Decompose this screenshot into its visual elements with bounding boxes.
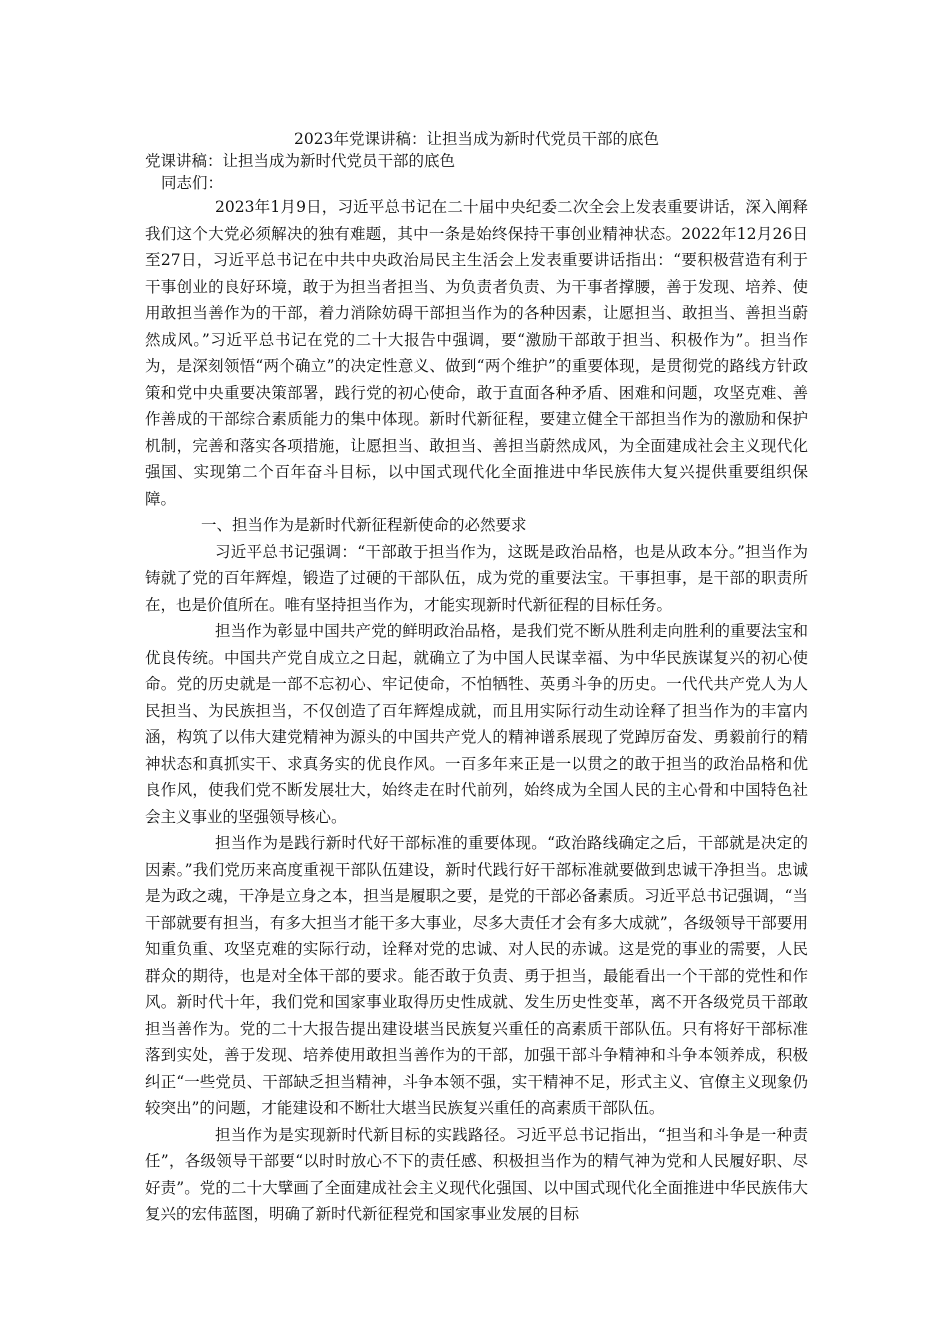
body-paragraph: 担当作为彰显中国共产党的鲜明政治品格，是我们党不断从胜利走向胜利的重要法宝和优良传统。中国共产党自成立之日起，就确立了为中国人民谋幸福、为中华民族谋复兴的初心使命。党的历史就是一部不忘初心、牢记使命，不怕牺牲、英勇斗争的历史。一代代共产党人为人民担当、为民族担当，不仅创造了百年辉煌成就，而且用实际行动生动诠释了担当作为的丰富内涵，构筑了以伟大建党精神为源头的中国共产党人的精神谱系展现了党踔厉奋发、勇毅前行的精神状态和真抓实干、求真务实的优良作风。一百多年来正是一以贯之的敢于担当的政治品格和优良作风，使我们党不断发展壮大，始终走在时代前列，始终成为全国人民的主心骨和中国特色社会主义事业的坚强领导核心。 <box>145 622 808 826</box>
body-paragraph: 担当作为是实现新时代新目标的实践路径。习近平总书记指出，“担当和斗争是一种责任”，各级领导干部要“以时时放心不下的责任感、积极担当作为的精气神为党和人民履好职、尽好责”。党的二十大擘画了全面建成社会主义现代化强国、以中国式现代化全面推进中华民族伟大复兴的宏伟蓝图，明确了新时代新征程党和国家事业发展的目标 <box>145 1125 808 1223</box>
greeting: 同志们： <box>161 174 224 192</box>
body-paragraph: 习近平总书记强调：“干部敢于担当作为，这既是政治品格，也是从政本分。”担当作为铸就了党的百年辉煌，锻造了过硬的干部队伍，成为党的重要法宝。干事担事，是干部的职责所在，也是价值所在。唯有坚持担当作为，才能实现新时代新征程的目标任务。 <box>145 542 808 614</box>
section-heading: 一、担当作为是新时代新征程新使命的必然要求 <box>201 516 527 534</box>
document-subtitle: 党课讲稿：让担当成为新时代党员干部的底色 <box>145 152 456 170</box>
document-page <box>145 128 808 1228</box>
body-paragraph: 担当作为是践行新时代好干部标准的重要体现。“政治路线确定之后，干部就是决定的因素。”我们党历来高度重视干部队伍建设，新时代践行好干部标准就要做到忠诚干净担当。忠诚是为政之魂，干净是立身之本，担当是履职之要，是党的干部必备素质。习近平总书记强调，“当干部就要有担当，有多大担当才能干多大事业，尽多大责任才会有多大成就”，各级领导干部要用知重负重、攻坚克难的实际行动，诠释对党的忠诚、对人民的赤诚。这是党的事业的需要，人民群众的期待，也是对全体干部的要求。能否敢于负责、勇于担当，最能看出一个干部的党性和作风。新时代十年，我们党和国家事业取得历史性成就、发生历史性变革，离不开各级党员干部敢担当善作为。党的二十大报告提出建设堪当民族复兴重任的高素质干部队伍。只有将好干部标准落到实处，善于发现、培养使用敢担当善作为的干部，加强干部斗争精神和斗争本领养成，积极纠正“一些党员、干部缺乏担当精神，斗争本领不强，实干精神不足，形式主义、官僚主义现象仍较突出”的问题，才能建设和不断壮大堪当民族复兴重任的高素质干部队伍。 <box>145 834 808 1117</box>
document-title: 2023年党课讲稿：让担当成为新时代党员干部的底色 <box>294 130 659 148</box>
intro-paragraph: 2023年1月9日，习近平总书记在二十届中央纪委二次全会上发表重要讲话，深入阐释我们这个大党必须解决的独有难题，其中一条是始终保持干事创业精神状态。2022年12月26日至27日，习近平总书记在中共中央政治局民主生活会上发表重要讲话指出：“要积极营造有利于干事创业的良好环境，敢于为担当者担当、为负责者负责、为干事者撑腰，善于发现、培养、使用敢担当善作为的干部，着力消除妨碍干部担当作为的各种因素，让愿担当、敢担当、善担当蔚然成风。”习近平总书记在党的二十大报告中强调，要“激励干部敢于担当、积极作为”。担当作为，是深刻领悟“两个确立”的决定性意义、做到“两个维护”的重要体现，是贯彻党的路线方针政策和党中央重要决策部署，践行党的初心使命，敢于直面各种矛盾、困难和问题，攻坚克难、善作善成的干部综合素质能力的集中体现。新时代新征程，要建立健全干部担当作为的激励和保护机制，完善和落实各项措施，让愿担当、敢担当、善担当蔚然成风，为全面建成社会主义现代化强国、实现第二个百年奋斗目标，以中国式现代化全面推进中华民族伟大复兴提供重要组织保障。 <box>145 198 808 508</box>
